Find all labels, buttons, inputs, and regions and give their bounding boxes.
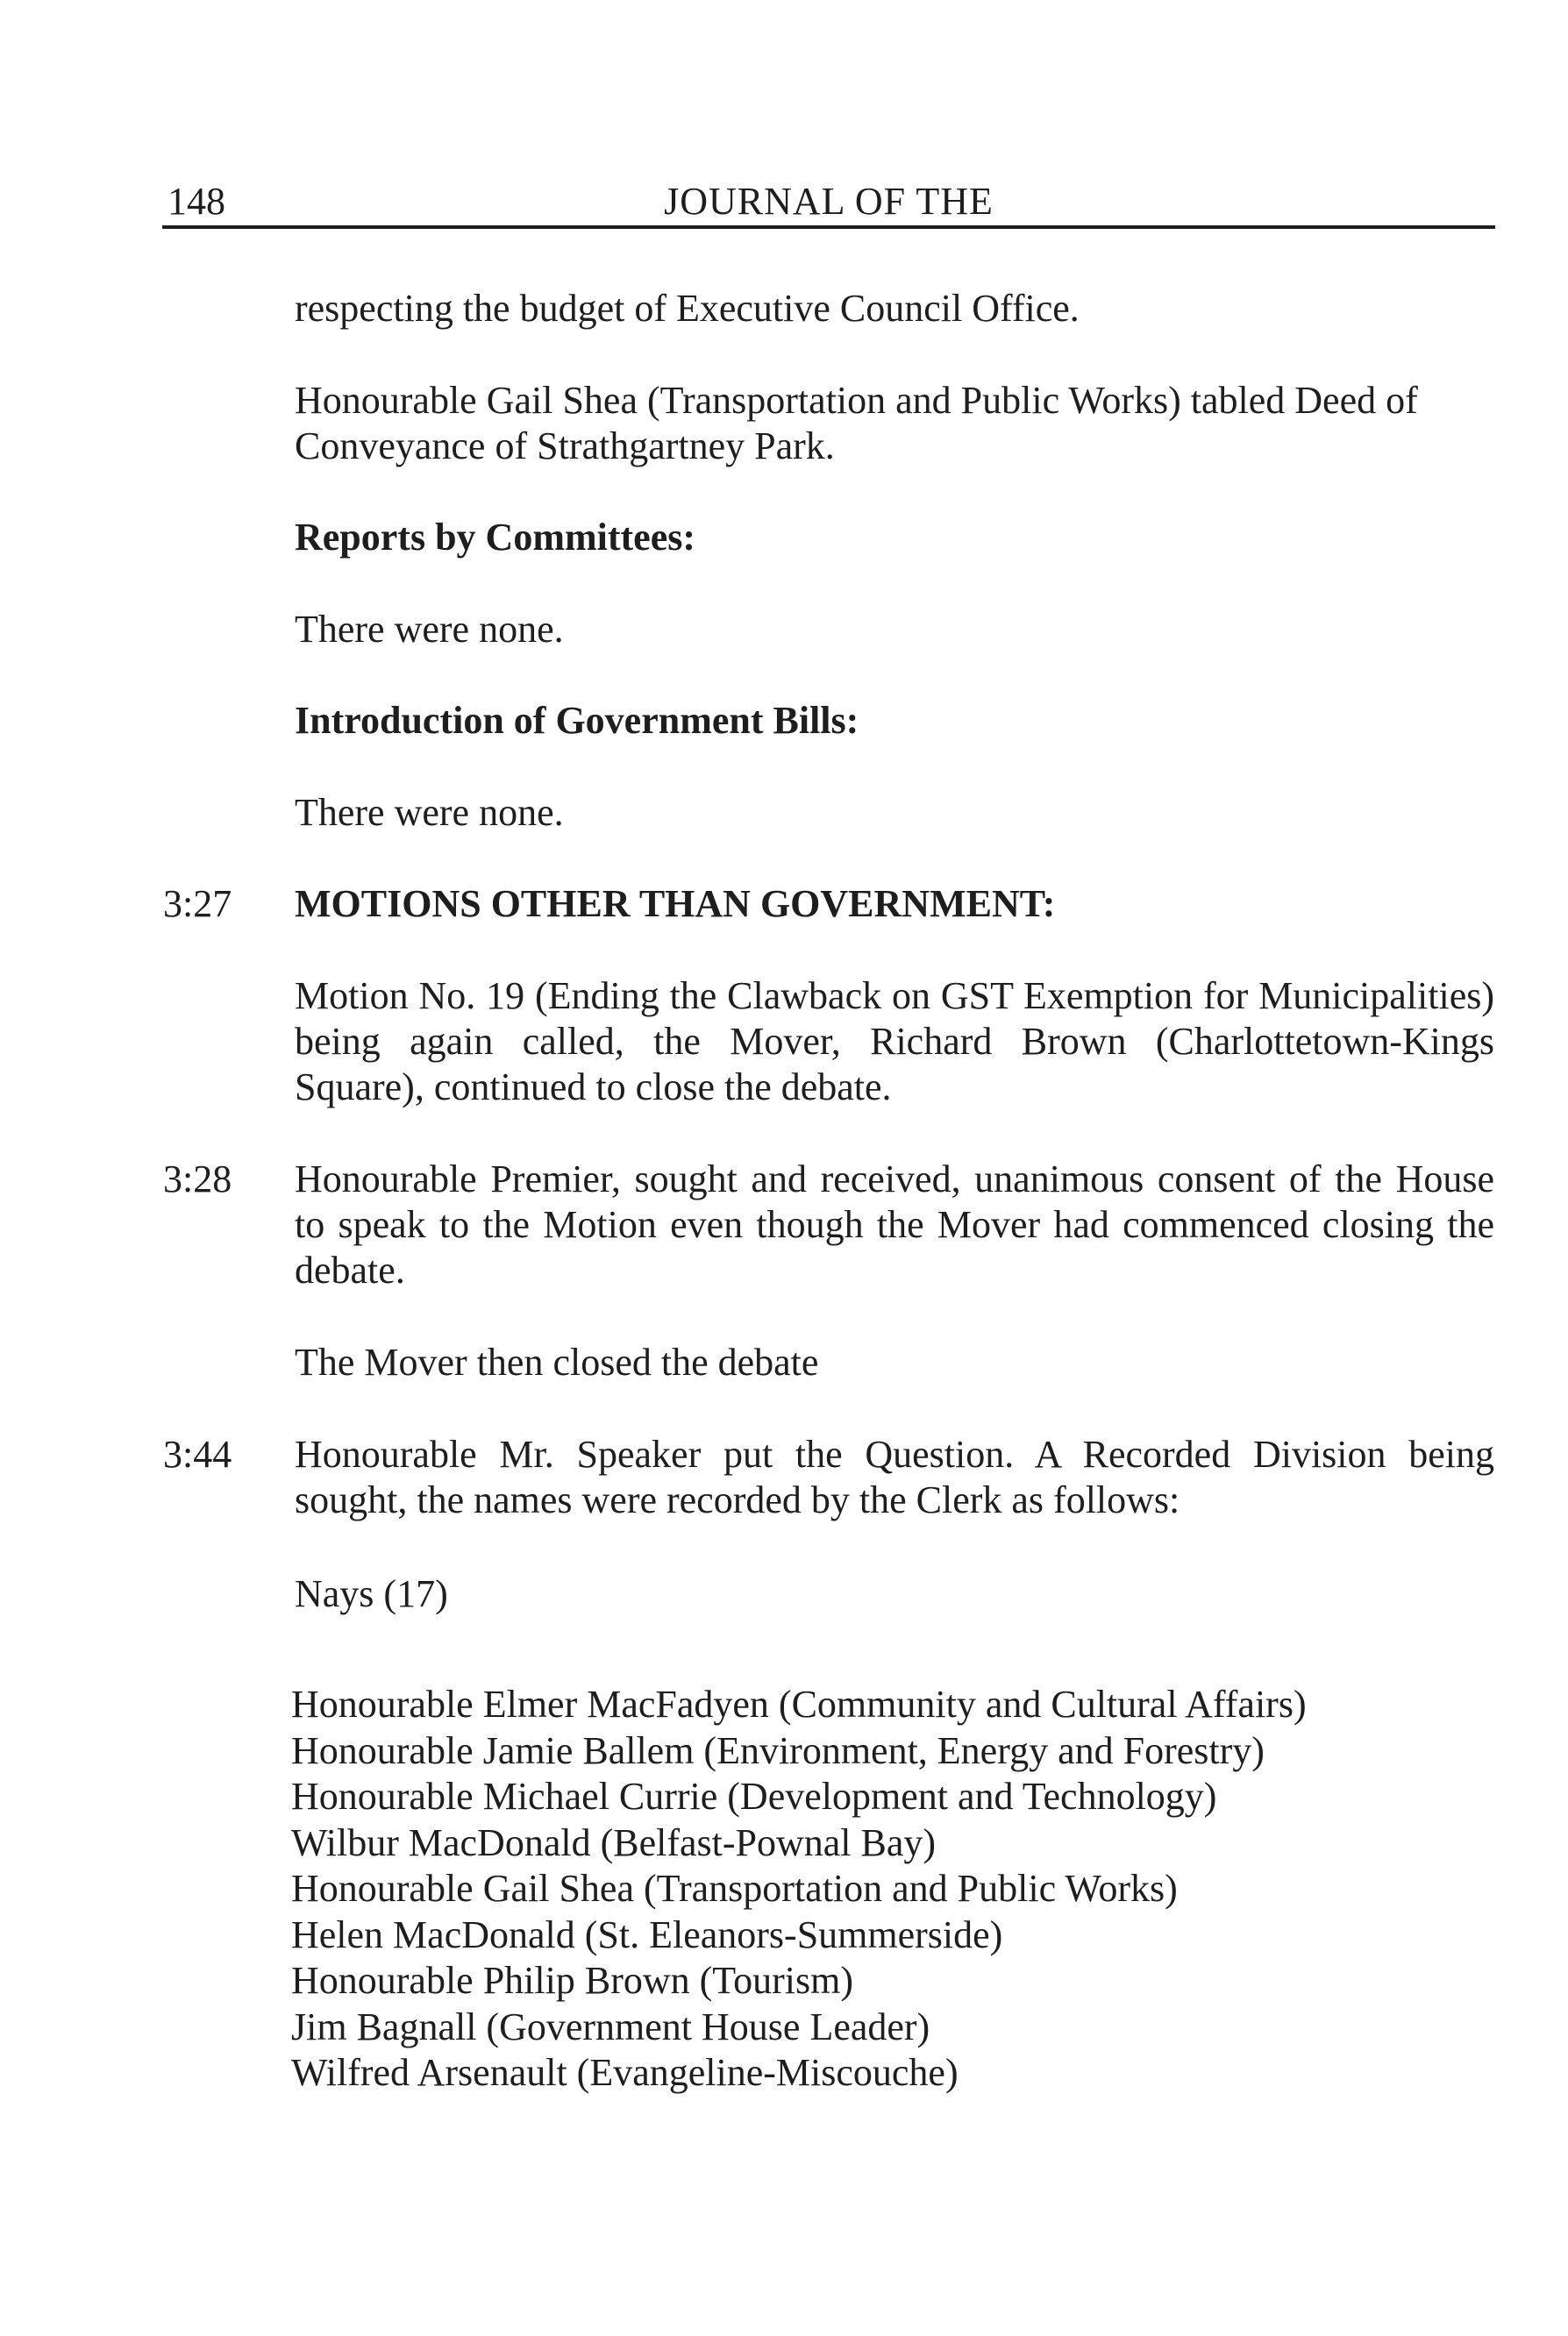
question-paragraph — [295, 1432, 1494, 1523]
list-item: Honourable Elmer MacFadyen (Community and Cultural Affairs) — [291, 1683, 1307, 1726]
motions-timestamp: 3:27 — [163, 882, 232, 925]
list-item: Honourable Michael Currie (Development and Technology) — [291, 1775, 1217, 1818]
premier-timestamp: 3:28 — [163, 1157, 232, 1200]
budget-line — [295, 286, 1494, 331]
mover-closed-text: The Mover then closed the debate — [295, 1341, 819, 1384]
question-timestamp: 3:44 — [163, 1433, 232, 1476]
page-number: 148 — [167, 180, 225, 223]
running-title: JOURNAL OF THE — [664, 180, 994, 223]
bills-text: There were none. — [295, 791, 564, 834]
nays-label: Nays (17) — [295, 1572, 448, 1615]
list-item: Honourable Jamie Ballem (Environment, Energy and Forestry) — [291, 1728, 1265, 1772]
header-rule — [162, 225, 1495, 229]
tabling-paragraph — [295, 378, 1494, 469]
list-item: Wilfred Arsenault (Evangeline-Miscouche) — [291, 2051, 959, 2094]
bills-heading: Introduction of Government Bills: — [295, 699, 859, 742]
list-item: Jim Bagnall (Government House Leader) — [291, 2005, 930, 2048]
question-text: Honourable Mr. Speaker put the Question. A Recorded Division being sought, the names were recorded by the Clerk as follows: — [295, 1433, 1494, 1521]
list-item: Wilbur MacDonald (Belfast-Pownal Bay) — [291, 1820, 937, 1864]
list-item: Honourable Gail Shea (Transportation and Public Works) — [291, 1867, 1178, 1910]
motion-text: Motion No. 19 (Ending the Clawback on GST Exemption for Municipalities) being again called, the Mover, Richard Brown (Charlottetown-Kings Square), continued to close the debate. — [295, 974, 1494, 1108]
list-item: Helen MacDonald (St. Eleanors-Summerside) — [291, 1912, 1003, 1956]
nays-list — [291, 1682, 1494, 2097]
list-item: Honourable Philip Brown (Tourism) — [291, 1959, 853, 2002]
motion-paragraph — [295, 973, 1494, 1110]
motions-heading: MOTIONS OTHER THAN GOVERNMENT: — [295, 882, 1056, 925]
tabling-text: Honourable Gail Shea (Transportation and Public Works) tabled Deed of Conveyance of Strathgartney Park. — [295, 379, 1418, 467]
premier-text: Honourable Premier, sought and received, unanimous consent of the House to speak to the Motion even though the Mover had commenced closing the debate. — [295, 1157, 1494, 1292]
page-header — [162, 175, 1495, 228]
reports-text: There were none. — [295, 608, 564, 651]
budget-line-text: respecting the budget of Executive Council Office. — [295, 287, 1080, 330]
reports-heading: Reports by Committees: — [295, 516, 695, 559]
premier-paragraph — [295, 1157, 1494, 1293]
